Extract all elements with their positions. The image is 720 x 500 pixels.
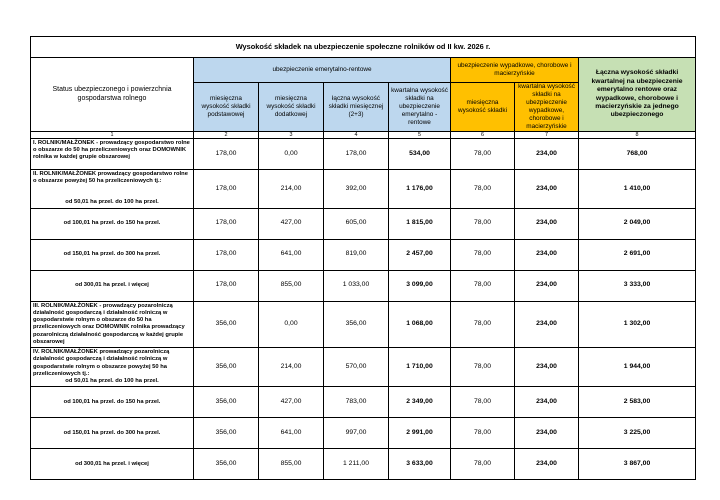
cell-col2: 356,00 [194, 418, 259, 449]
cell-col6: 78,00 [451, 270, 515, 301]
cell-col8: 2 691,00 [579, 239, 696, 270]
col7-header: kwartalna wysokość składki na ubezpieczenie wypadkowe, chorobowe i macierzyńskie [515, 83, 579, 132]
column-number: 7 [515, 132, 579, 139]
row-area-range: od 50,01 ha przel. do 100 ha przel. [65, 378, 159, 385]
cell-col3: 427,00 [259, 387, 324, 418]
cell-col3: 214,00 [259, 348, 324, 387]
cell-col5: 3 099,00 [389, 270, 451, 301]
cell-col4: 392,00 [324, 170, 389, 209]
cell-col4: 178,00 [324, 139, 389, 170]
column-number: 6 [451, 132, 515, 139]
cell-col6: 78,00 [451, 139, 515, 170]
cell-col3: 641,00 [259, 418, 324, 449]
status-header: Status ubezpieczonego i powierzchnia gospodarstwa rolnego [31, 58, 194, 132]
cell-col3: 427,00 [259, 208, 324, 239]
row-label [31, 418, 194, 449]
table-row [31, 348, 696, 387]
column-number: 4 [324, 132, 389, 139]
cell-col6: 78,00 [451, 170, 515, 209]
row-label [31, 139, 194, 170]
cell-col8: 3 867,00 [579, 449, 696, 480]
row-label [31, 208, 194, 239]
cell-col5: 534,00 [389, 139, 451, 170]
total-header: Łączna wysokość składki kwartalnej na ubezpieczenie emerytalno rentowe oraz wypadkowe, chorobowe i macierzyńskie za jednego ubezpieczonego [579, 58, 696, 132]
cell-col5: 3 633,00 [389, 449, 451, 480]
cell-col7: 234,00 [515, 418, 579, 449]
cell-col2: 356,00 [194, 449, 259, 480]
cell-col4: 1 033,00 [324, 270, 389, 301]
table-row [31, 239, 696, 270]
row-label-text: III. ROLNIK/MAŁŻONEK - prowadzący pozarolniczą działalność gospodarczą i działalność rolniczą w gospodarstwie rolnym o obszarze do 50 ha przeliczeniowych oraz DOMOWNIK rolnika prowadzący pozarolniczą działalność gospodarczą w każdej grupie obszarowej [33, 302, 185, 345]
cell-col8: 3 225,00 [579, 418, 696, 449]
cell-col7: 234,00 [515, 387, 579, 418]
cell-col8: 768,00 [579, 139, 696, 170]
cell-col6: 78,00 [451, 348, 515, 387]
cell-col2: 356,00 [194, 301, 259, 347]
cell-col4: 356,00 [324, 301, 389, 347]
cell-col2: 178,00 [194, 139, 259, 170]
cell-col4: 570,00 [324, 348, 389, 387]
row-area-range: od 300,01 ha przel. i więcej [75, 282, 149, 289]
column-number: 8 [579, 132, 696, 139]
cell-col7: 234,00 [515, 270, 579, 301]
col2-header: miesięczna wysokość składki podstawowej [194, 83, 259, 132]
cell-col4: 783,00 [324, 387, 389, 418]
cell-col7: 234,00 [515, 170, 579, 209]
contribution-table-sheet [30, 36, 695, 480]
row-area-range: od 50,01 ha przel. do 100 ha przel. [65, 199, 159, 206]
group-header-emerytalno: ubezpieczenie emerytalno-rentowe [194, 58, 451, 83]
cell-col4: 1 211,00 [324, 449, 389, 480]
cell-col7: 234,00 [515, 139, 579, 170]
row-area-range: od 150,01 ha przel. do 300 ha przel. [63, 251, 161, 258]
cell-col5: 2 457,00 [389, 239, 451, 270]
cell-col5: 1 710,00 [389, 348, 451, 387]
row-area-range: od 100,01 ha przel. do 150 ha przel. [63, 220, 161, 227]
cell-col6: 78,00 [451, 387, 515, 418]
cell-col6: 78,00 [451, 449, 515, 480]
column-number: 3 [259, 132, 324, 139]
cell-col2: 356,00 [194, 348, 259, 387]
cell-col3: 0,00 [259, 139, 324, 170]
cell-col3: 855,00 [259, 449, 324, 480]
cell-col2: 356,00 [194, 387, 259, 418]
row-label [31, 348, 194, 387]
cell-col3: 214,00 [259, 170, 324, 209]
table-row [31, 301, 696, 347]
cell-col8: 2 583,00 [579, 387, 696, 418]
cell-col7: 234,00 [515, 239, 579, 270]
table-row [31, 449, 696, 480]
col5-header: kwartalna wysokość składki na ubezpieczenie emerytalno - rentowe [389, 83, 451, 132]
cell-col8: 1 944,00 [579, 348, 696, 387]
table-row [31, 270, 696, 301]
cell-col6: 78,00 [451, 208, 515, 239]
row-label [31, 170, 194, 209]
row-label [31, 449, 194, 480]
cell-col2: 178,00 [194, 208, 259, 239]
cell-col5: 1 176,00 [389, 170, 451, 209]
cell-col5: 2 349,00 [389, 387, 451, 418]
cell-col5: 2 991,00 [389, 418, 451, 449]
cell-col8: 2 049,00 [579, 208, 696, 239]
cell-col7: 234,00 [515, 348, 579, 387]
cell-col7: 234,00 [515, 208, 579, 239]
cell-col6: 78,00 [451, 239, 515, 270]
row-label-text: I. ROLNIK/MAŁŻONEK - prowadzący gospodarstwo rolne o obszarze do 50 ha przeliczeniowych oraz DOMOWNIK rolnika w każdej grupie obszarowej [33, 140, 190, 161]
col6-header: miesięczna wysokość składki [451, 83, 515, 132]
cell-col7: 234,00 [515, 449, 579, 480]
cell-col2: 178,00 [194, 239, 259, 270]
cell-col2: 178,00 [194, 170, 259, 209]
cell-col5: 1 068,00 [389, 301, 451, 347]
col4-header: łączna wysokość składki miesięcznej (2+3) [324, 83, 389, 132]
column-number: 2 [194, 132, 259, 139]
cell-col3: 641,00 [259, 239, 324, 270]
row-label [31, 387, 194, 418]
row-label-text: II. ROLNIK/MAŁŻONEK prowadzący gospodarstwo rolne o obszarze powyżej 50 ha przeliczeniowych tj.: [33, 171, 188, 185]
contribution-table [30, 36, 696, 480]
table-row [31, 208, 696, 239]
cell-col7: 234,00 [515, 301, 579, 347]
cell-col4: 997,00 [324, 418, 389, 449]
table-row [31, 170, 696, 209]
cell-col6: 78,00 [451, 301, 515, 347]
table-row [31, 387, 696, 418]
row-area-range: od 150,01 ha przel. do 300 ha przel. [63, 429, 161, 436]
cell-col5: 1 815,00 [389, 208, 451, 239]
cell-col6: 78,00 [451, 418, 515, 449]
row-area-range: od 100,01 ha przel. do 150 ha przel. [63, 398, 161, 405]
cell-col3: 855,00 [259, 270, 324, 301]
cell-col8: 3 333,00 [579, 270, 696, 301]
row-label [31, 301, 194, 347]
table-title: Wysokość składek na ubezpieczenie społeczne rolników od II kw. 2026 r. [31, 37, 696, 58]
column-number: 5 [389, 132, 451, 139]
column-number: 1 [31, 132, 194, 139]
cell-col8: 1 302,00 [579, 301, 696, 347]
row-label [31, 239, 194, 270]
row-label [31, 270, 194, 301]
column-number-row [31, 132, 696, 139]
cell-col4: 819,00 [324, 239, 389, 270]
cell-col4: 605,00 [324, 208, 389, 239]
cell-col3: 0,00 [259, 301, 324, 347]
table-row [31, 418, 696, 449]
col3-header: miesięczna wysokość składki dodatkowej [259, 83, 324, 132]
row-area-range: od 300,01 ha przel. i więcej [75, 460, 149, 467]
group-header-wypadkowe: ubezpieczenie wypadkowe, chorobowe i macierzyńskie [451, 58, 579, 83]
table-row [31, 139, 696, 170]
cell-col8: 1 410,00 [579, 170, 696, 209]
row-label-text: IV. ROLNIK/MAŁŻONEK prowadzący pozarolniczą działalność gospodarczą i działalność rolniczą w gospodarstwie rolnym o obszarze powyżej 50 ha przeliczeniowych tj.: [33, 349, 170, 377]
cell-col2: 178,00 [194, 270, 259, 301]
